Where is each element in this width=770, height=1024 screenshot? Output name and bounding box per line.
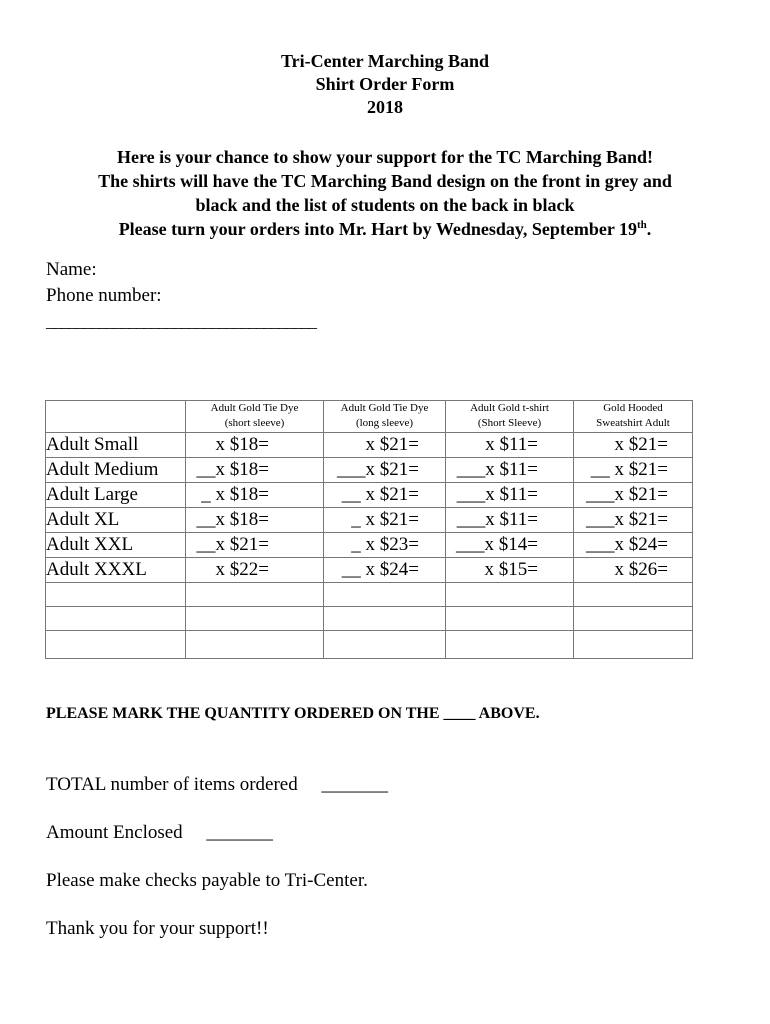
quantity-cell[interactable]: x $15= bbox=[446, 558, 574, 583]
size-label: Adult Medium bbox=[46, 458, 186, 483]
blank-cell[interactable] bbox=[574, 631, 693, 659]
column-subtitle: Sweatshirt Adult bbox=[596, 417, 670, 429]
quantity-cell[interactable]: ___x $11= bbox=[446, 483, 574, 508]
quantity-cell[interactable]: ___x $24= bbox=[574, 533, 693, 558]
form-title bbox=[0, 50, 770, 119]
total-items-line[interactable]: TOTAL number of items ordered _______ bbox=[46, 774, 388, 795]
quantity-cell[interactable]: x $26= bbox=[574, 558, 693, 583]
quantity-cell[interactable]: __ x $21= bbox=[574, 458, 693, 483]
table-row-adult-xxl bbox=[46, 533, 693, 558]
header-size-cell bbox=[46, 401, 186, 433]
title-form-name: Shirt Order Form bbox=[315, 74, 455, 94]
column-subtitle: (long sleeve) bbox=[355, 417, 414, 429]
header-hooded-sweatshirt bbox=[574, 401, 693, 433]
column-subtitle: (Short Sleeve) bbox=[477, 417, 542, 429]
table-row-blank bbox=[46, 607, 693, 631]
blank-cell[interactable] bbox=[186, 607, 324, 631]
title-band-name: Tri-Center Marching Band bbox=[281, 51, 489, 71]
blank-cell[interactable] bbox=[46, 583, 186, 607]
size-label: Adult XXXL bbox=[46, 558, 186, 583]
size-label: Adult Large bbox=[46, 483, 186, 508]
quantity-cell[interactable]: __ x $24= bbox=[324, 558, 446, 583]
header-gold-tshirt bbox=[446, 401, 574, 433]
quantity-cell[interactable]: x $21= bbox=[324, 433, 446, 458]
size-label: Adult Small bbox=[46, 433, 186, 458]
blank-cell[interactable] bbox=[324, 583, 446, 607]
quantity-cell[interactable]: ___x $21= bbox=[574, 483, 693, 508]
blank-cell[interactable] bbox=[446, 583, 574, 607]
table-header-row bbox=[46, 401, 693, 433]
quantity-cell[interactable]: ___x $14= bbox=[446, 533, 574, 558]
phone-field-label[interactable]: Phone number: bbox=[46, 285, 162, 306]
quantity-cell[interactable]: ___x $21= bbox=[324, 458, 446, 483]
amount-enclosed-line[interactable]: Amount Enclosed _______ bbox=[46, 822, 273, 843]
table-row-blank bbox=[46, 631, 693, 659]
quantity-note: PLEASE MARK THE QUANTITY ORDERED ON THE ____ ABOVE. bbox=[46, 705, 540, 722]
header-tie-dye-short bbox=[186, 401, 324, 433]
intro-deadline-text: Please turn your orders into Mr. Hart by Wednesday, September 19 bbox=[118, 219, 638, 239]
thank-you-text: Thank you for your support!! bbox=[46, 918, 269, 939]
quantity-cell[interactable]: ___x $21= bbox=[574, 508, 693, 533]
blank-cell[interactable] bbox=[446, 631, 574, 659]
intro-line-1: Here is your chance to show your support for the TC Marching Band! bbox=[116, 147, 654, 167]
intro-deadline-period: . bbox=[646, 219, 652, 239]
blank-cell[interactable] bbox=[324, 607, 446, 631]
order-table bbox=[45, 400, 693, 659]
header-tie-dye-long bbox=[324, 401, 446, 433]
intro-text bbox=[40, 145, 730, 241]
blank-cell[interactable] bbox=[46, 631, 186, 659]
contact-blank-line[interactable]: ____________________________________ bbox=[46, 312, 316, 331]
quantity-cell[interactable]: _ x $21= bbox=[324, 508, 446, 533]
name-field-label[interactable]: Name: bbox=[46, 259, 97, 280]
blank-cell[interactable] bbox=[574, 607, 693, 631]
title-year: 2018 bbox=[367, 97, 403, 117]
size-label: Adult XL bbox=[46, 508, 186, 533]
table-row-adult-xxxl bbox=[46, 558, 693, 583]
column-title: Adult Gold t-shirt bbox=[470, 402, 549, 414]
quantity-cell[interactable]: __x $21= bbox=[186, 533, 324, 558]
blank-cell[interactable] bbox=[46, 607, 186, 631]
quantity-cell[interactable]: x $21= bbox=[574, 433, 693, 458]
blank-cell[interactable] bbox=[446, 607, 574, 631]
quantity-cell[interactable]: __x $18= bbox=[186, 508, 324, 533]
column-title: Adult Gold Tie Dye bbox=[340, 402, 429, 414]
blank-cell[interactable] bbox=[574, 583, 693, 607]
intro-line-3: black and the list of students on the back in black bbox=[195, 195, 575, 215]
quantity-cell[interactable]: _ x $23= bbox=[324, 533, 446, 558]
table-row-adult-medium bbox=[46, 458, 693, 483]
quantity-cell[interactable]: ___x $11= bbox=[446, 458, 574, 483]
column-subtitle: (short sleeve) bbox=[224, 417, 285, 429]
quantity-cell[interactable]: x $18= bbox=[186, 433, 324, 458]
blank-cell[interactable] bbox=[186, 583, 324, 607]
size-label: Adult XXL bbox=[46, 533, 186, 558]
intro-line-4 bbox=[40, 217, 730, 241]
intro-line-2: The shirts will have the TC Marching Band design on the front in grey and bbox=[98, 171, 672, 191]
table-row-adult-xl bbox=[46, 508, 693, 533]
quantity-cell[interactable]: x $11= bbox=[446, 433, 574, 458]
quantity-cell[interactable]: ___x $11= bbox=[446, 508, 574, 533]
column-title: Adult Gold Tie Dye bbox=[210, 402, 299, 414]
quantity-cell[interactable]: _ x $18= bbox=[186, 483, 324, 508]
table-row-blank bbox=[46, 583, 693, 607]
blank-cell[interactable] bbox=[186, 631, 324, 659]
checks-payable-text: Please make checks payable to Tri-Center. bbox=[46, 870, 368, 891]
intro-deadline-suffix: th bbox=[637, 219, 647, 231]
table-row-adult-large bbox=[46, 483, 693, 508]
quantity-cell[interactable]: __ x $21= bbox=[324, 483, 446, 508]
column-title: Gold Hooded bbox=[603, 402, 663, 414]
blank-cell[interactable] bbox=[324, 631, 446, 659]
quantity-cell[interactable]: x $22= bbox=[186, 558, 324, 583]
quantity-cell[interactable]: __x $18= bbox=[186, 458, 324, 483]
table-row-adult-small bbox=[46, 433, 693, 458]
